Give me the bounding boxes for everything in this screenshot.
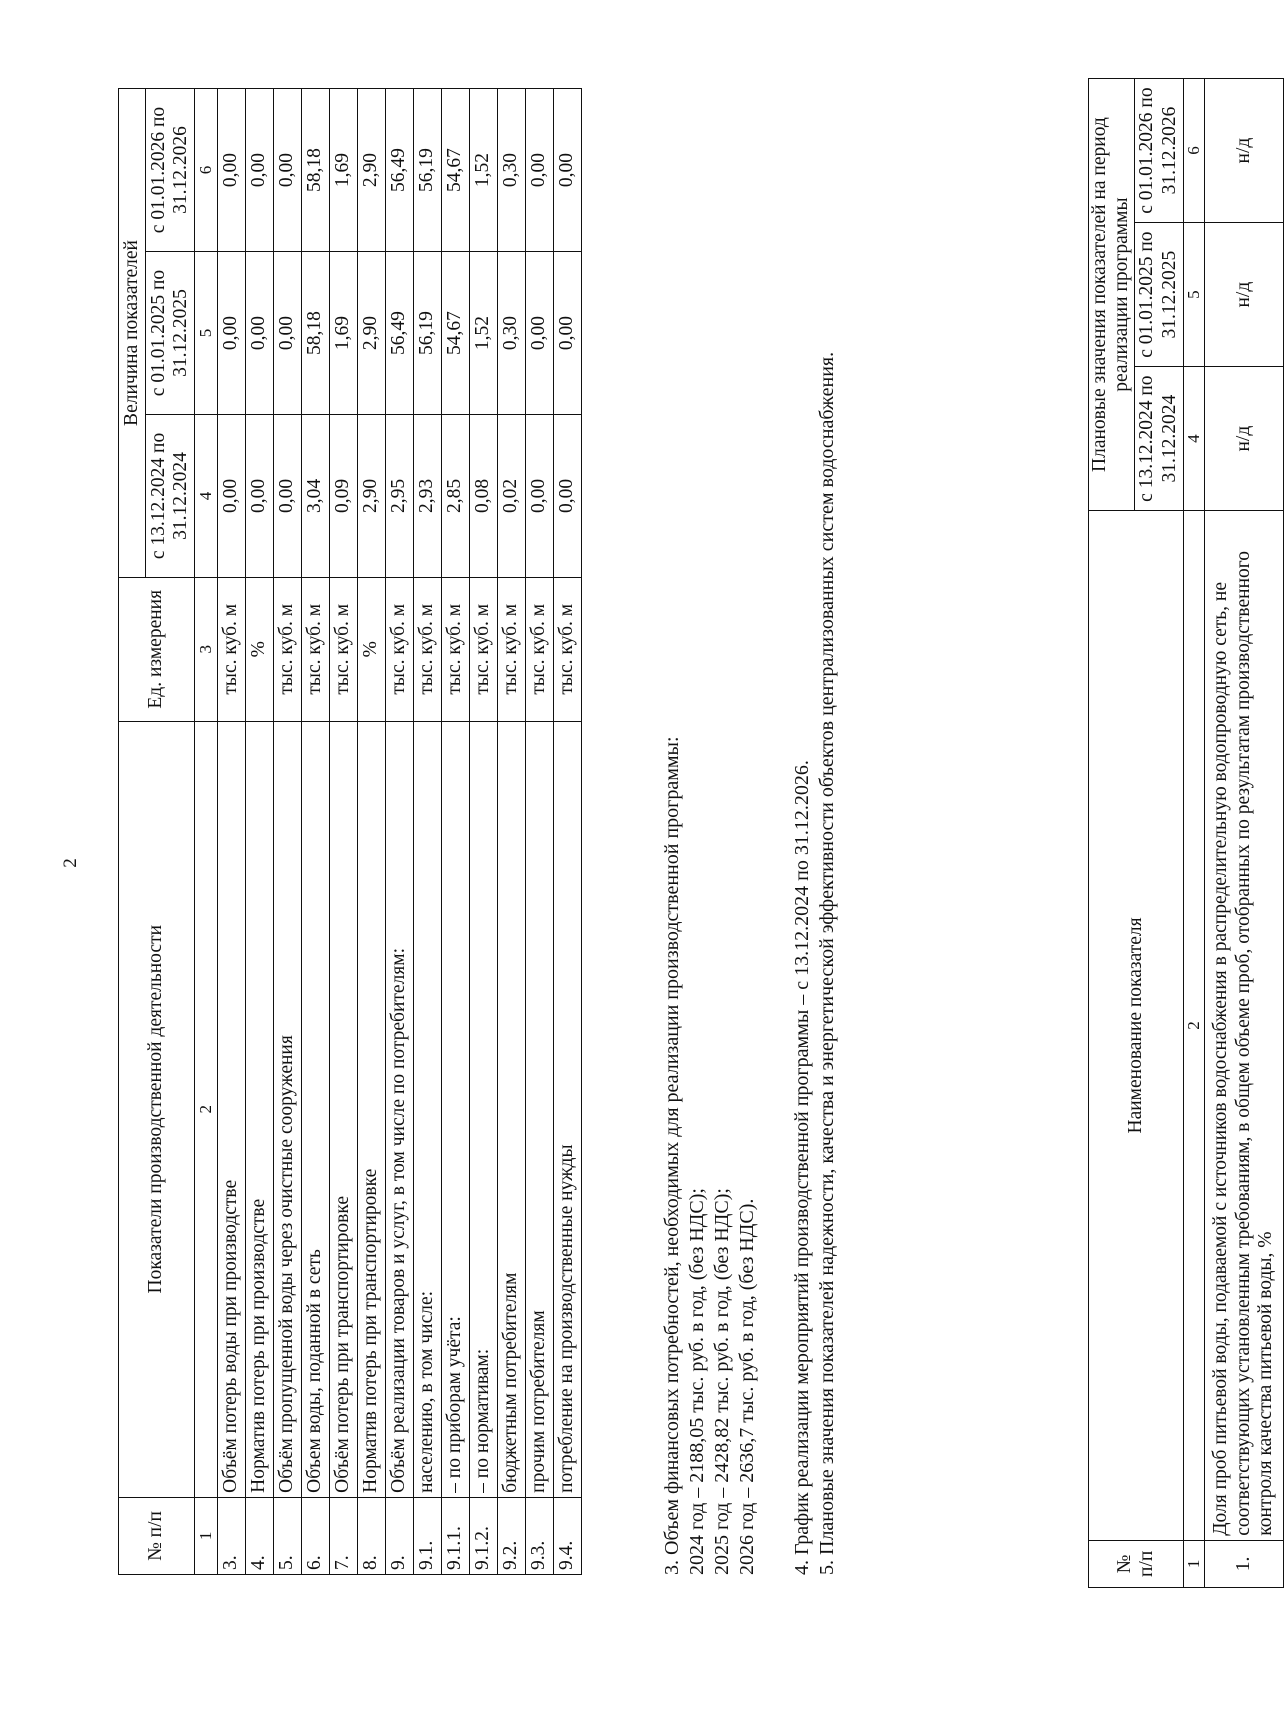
row-value-2024: 2,90 [358, 414, 386, 577]
row-name: Норматив потерь при транспортировке [358, 721, 386, 1497]
row-num: 9.1.1. [442, 1497, 470, 1574]
row-value-2026: 56,49 [386, 89, 414, 252]
row-num: 9.3. [526, 1497, 554, 1574]
t2-header-name: Наименование показателя [1089, 511, 1184, 1541]
row-value-2026: 54,67 [442, 89, 470, 252]
t2-header-period-1: с 13.12.2024 по 31.12.2024 [1134, 367, 1183, 511]
t2-row-name: Доля проб питьевой воды, подаваемой с источников водоснабжения в распределительную водопроводную сеть, не соответствующих установленным требованиям, в общем объеме проб, отобранных по результатам производственного контроля качества питьевой воды, % [1204, 511, 1283, 1541]
section-4-schedule: 4. График реализации мероприятий производственной программы – с 13.12.2024 по 31.12.2026. [791, 760, 813, 1575]
column-number: 1 [1183, 1540, 1204, 1587]
row-unit: тыс. куб. м [498, 577, 526, 721]
column-number: 6 [195, 89, 218, 252]
reliability-indicators-table [1088, 78, 1284, 1588]
col-header-period-2: с 01.01.2025 по 31.12.2025 [146, 252, 195, 415]
finance-line-2025: 2025 год – 2428,82 тыс. руб. в год, (без НДС); [711, 1188, 733, 1575]
row-name: Норматив потерь при производстве [246, 721, 274, 1497]
col-header-num: № п/п [119, 1497, 195, 1574]
column-number: 3 [195, 577, 218, 721]
t2-row-num: 1. [1204, 1540, 1283, 1587]
row-value-2026: 56,19 [414, 89, 442, 252]
page-number: 2 [59, 858, 81, 868]
row-value-2025: 1,52 [470, 252, 498, 415]
production-indicators-table [118, 88, 582, 1575]
t2-header-num: № п/п [1089, 1540, 1184, 1587]
row-num: 4. [246, 1497, 274, 1574]
table-row [218, 89, 246, 1575]
row-value-2025: 0,00 [554, 252, 582, 415]
row-value-2024: 0,00 [526, 414, 554, 577]
col-header-name: Показатели производственной деятельности [119, 721, 195, 1497]
row-value-2025: 0,00 [246, 252, 274, 415]
row-value-2024: 0,00 [246, 414, 274, 577]
row-value-2025: 2,90 [358, 252, 386, 415]
table-row [526, 89, 554, 1575]
row-unit: тыс. куб. м [526, 577, 554, 721]
row-num: 8. [358, 1497, 386, 1574]
row-value-2024: 0,08 [470, 414, 498, 577]
row-num: 6. [302, 1497, 330, 1574]
column-number: 4 [1183, 367, 1204, 511]
column-number: 1 [195, 1497, 218, 1574]
row-value-2024: 3,04 [302, 414, 330, 577]
row-num: 7. [330, 1497, 358, 1574]
row-value-2024: 0,00 [218, 414, 246, 577]
row-unit: тыс. куб. м [554, 577, 582, 721]
row-value-2026: 0,00 [526, 89, 554, 252]
col-header-period-1: с 13.12.2024 по 31.12.2024 [146, 414, 195, 577]
row-num: 3. [218, 1497, 246, 1574]
row-unit: тыс. куб. м [414, 577, 442, 721]
row-value-2025: 1,69 [330, 252, 358, 415]
table-row [246, 89, 274, 1575]
t2-header-group: Плановые значения показателей на период реализации программы [1089, 79, 1135, 511]
col-header-period-3: с 01.01.2026 по 31.12.2026 [146, 89, 195, 252]
section-3-heading: 3. Объем финансовых потребностей, необходимых для реализации производственной программы: [661, 736, 683, 1575]
row-value-2026: 58,18 [302, 89, 330, 252]
table-row [554, 89, 582, 1575]
column-number: 5 [195, 252, 218, 415]
row-value-2024: 0,09 [330, 414, 358, 577]
row-value-2025: 0,30 [498, 252, 526, 415]
row-name: населению, в том числе: [414, 721, 442, 1497]
row-unit: % [358, 577, 386, 721]
section-5-heading: 5. Плановые значения показателей надежности, качества и энергетической эффективности объектов централизованных систем водоснабжения. [816, 351, 838, 1575]
row-num: 9. [386, 1497, 414, 1574]
table-row [274, 89, 302, 1575]
row-value-2024: 0,00 [554, 414, 582, 577]
row-name: бюджетным потребителям [498, 721, 526, 1497]
col-header-group: Величина показателей [119, 89, 146, 578]
row-value-2024: 0,02 [498, 414, 526, 577]
row-value-2025: 56,19 [414, 252, 442, 415]
row-value-2026: 0,00 [274, 89, 302, 252]
column-number: 6 [1183, 79, 1204, 223]
row-unit: % [246, 577, 274, 721]
row-num: 5. [274, 1497, 302, 1574]
t2-row-value-1: н/д [1204, 367, 1283, 511]
row-num: 9.1. [414, 1497, 442, 1574]
t2-header-period-3: с 01.01.2026 по 31.12.2026 [1134, 79, 1183, 223]
row-value-2026: 0,00 [218, 89, 246, 252]
row-num: 9.1.2. [470, 1497, 498, 1574]
finance-line-2026: 2026 год – 2636,7 тыс. руб. в год, (без НДС). [736, 1198, 758, 1575]
column-number: 5 [1183, 223, 1204, 367]
row-name: Объём потерь воды при производстве [218, 721, 246, 1497]
row-value-2025: 0,00 [274, 252, 302, 415]
col-header-unit: Ед. измерения [119, 577, 195, 721]
row-unit: тыс. куб. м [302, 577, 330, 721]
row-unit: тыс. куб. м [442, 577, 470, 721]
row-value-2024: 2,85 [442, 414, 470, 577]
row-value-2026: 0,30 [498, 89, 526, 252]
row-value-2026: 0,00 [246, 89, 274, 252]
table-row [442, 89, 470, 1575]
t2-row-value-2: н/д [1204, 223, 1283, 367]
t2-row-value-3: н/д [1204, 79, 1283, 223]
row-value-2025: 0,00 [218, 252, 246, 415]
row-value-2026: 1,69 [330, 89, 358, 252]
row-name: Объем воды, поданной в сеть [302, 721, 330, 1497]
row-name: прочим потребителям [526, 721, 554, 1497]
row-num: 9.2. [498, 1497, 526, 1574]
row-value-2025: 58,18 [302, 252, 330, 415]
table-row [1204, 79, 1283, 1588]
table-row [302, 89, 330, 1575]
table-row [330, 89, 358, 1575]
row-value-2025: 0,00 [526, 252, 554, 415]
table-row [358, 89, 386, 1575]
row-name: – по нормативам: [470, 721, 498, 1497]
row-unit: тыс. куб. м [218, 577, 246, 721]
row-num: 9.4. [554, 1497, 582, 1574]
table-row [498, 89, 526, 1575]
row-unit: тыс. куб. м [330, 577, 358, 721]
row-name: Объём потерь при транспортировке [330, 721, 358, 1497]
row-value-2026: 0,00 [554, 89, 582, 252]
t2-header-period-2: с 01.01.2025 по 31.12.2025 [1134, 223, 1183, 367]
row-value-2026: 1,52 [470, 89, 498, 252]
row-value-2025: 54,67 [442, 252, 470, 415]
finance-line-2024: 2024 год – 2188,05 тыс. руб. в год, (без НДС); [686, 1188, 708, 1575]
row-name: – по приборам учёта: [442, 721, 470, 1497]
column-number: 4 [195, 414, 218, 577]
column-number: 2 [195, 721, 218, 1497]
production-indicators-body [218, 89, 582, 1575]
row-value-2026: 2,90 [358, 89, 386, 252]
row-name: Объём пропущенной воды через очистные сооружения [274, 721, 302, 1497]
row-unit: тыс. куб. м [386, 577, 414, 721]
row-unit: тыс. куб. м [274, 577, 302, 721]
row-value-2024: 2,93 [414, 414, 442, 577]
row-unit: тыс. куб. м [470, 577, 498, 721]
row-value-2024: 0,00 [274, 414, 302, 577]
table-row [470, 89, 498, 1575]
column-number: 2 [1183, 511, 1204, 1541]
row-value-2025: 56,49 [386, 252, 414, 415]
row-name: потребление на производственные нужды [554, 721, 582, 1497]
row-value-2024: 2,95 [386, 414, 414, 577]
row-name: Объём реализации товаров и услуг, в том числе по потребителям: [386, 721, 414, 1497]
table-row [414, 89, 442, 1575]
table-row [386, 89, 414, 1575]
